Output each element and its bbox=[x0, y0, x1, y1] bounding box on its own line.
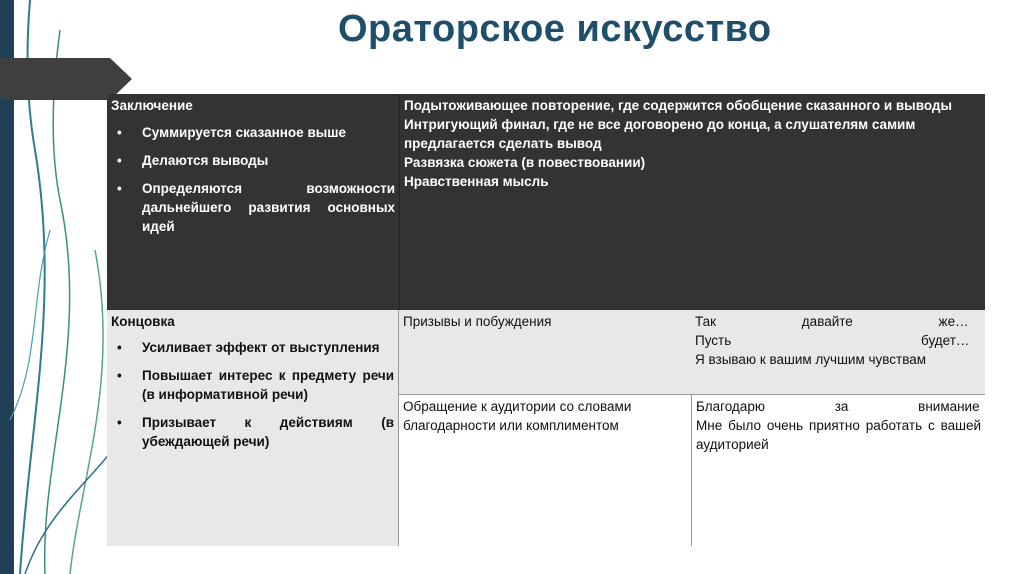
ending-example-2-cell bbox=[691, 394, 985, 546]
ending-purpose-cell bbox=[107, 310, 399, 546]
list-item: • Делаются выводы bbox=[117, 153, 269, 168]
ending-example-1-line-2: Пусть будет… bbox=[695, 333, 970, 348]
conclusion-heading: Заключение bbox=[111, 98, 193, 113]
list-item: • Повышает интерес к предмету речи (в информативной речи) bbox=[117, 368, 394, 402]
ending-method-2: Обращение к аудитории со словами благодарности или комплиментом bbox=[403, 399, 632, 433]
content-table bbox=[107, 94, 985, 546]
list-item: • Суммируется сказанное выше bbox=[117, 125, 347, 140]
ending-method-2-cell bbox=[399, 394, 691, 546]
ending-method-1-cell bbox=[399, 310, 691, 394]
conclusion-purpose-cell bbox=[107, 94, 399, 310]
conclusion-method-2: Интригующий финал, где не все договорено до конца, а слушателям самим предлагается сделать вывод bbox=[404, 117, 916, 151]
ending-bullet-list bbox=[111, 338, 394, 451]
ending-method-1: Призывы и побуждения bbox=[403, 314, 552, 329]
ending-example-1-cell bbox=[691, 310, 985, 394]
list-item: • Определяются возможности дальнейшего развития основных идей bbox=[117, 181, 395, 234]
ending-example-2-line-1: Благодарю за внимание bbox=[696, 399, 980, 414]
ending-heading: Концовка bbox=[111, 314, 175, 329]
ending-example-1-line-1: Так давайте же… bbox=[695, 314, 969, 329]
conclusion-method-1: Подытоживающее повторение, где содержится обобщение сказанного и выводы bbox=[404, 98, 952, 113]
list-item: • Призывает к действиям (в убеждающей речи) bbox=[117, 415, 394, 449]
ending-example-1-line-3: Я взываю к вашим лучшим чувствам bbox=[695, 352, 927, 367]
conclusion-bullet-list bbox=[111, 123, 395, 236]
conclusion-method-3: Развязка сюжета (в повествовании) bbox=[404, 155, 646, 170]
list-item: • Усиливает эффект от выступления bbox=[117, 340, 380, 355]
ending-example-2-line-2: Мне было очень приятно работать с вашей аудиторией bbox=[696, 418, 981, 452]
conclusion-method-4: Нравственная мысль bbox=[404, 174, 549, 189]
conclusion-methods-cell bbox=[399, 94, 985, 310]
slide-title: Ораторское искусство bbox=[338, 8, 772, 50]
title-tab bbox=[0, 58, 110, 100]
